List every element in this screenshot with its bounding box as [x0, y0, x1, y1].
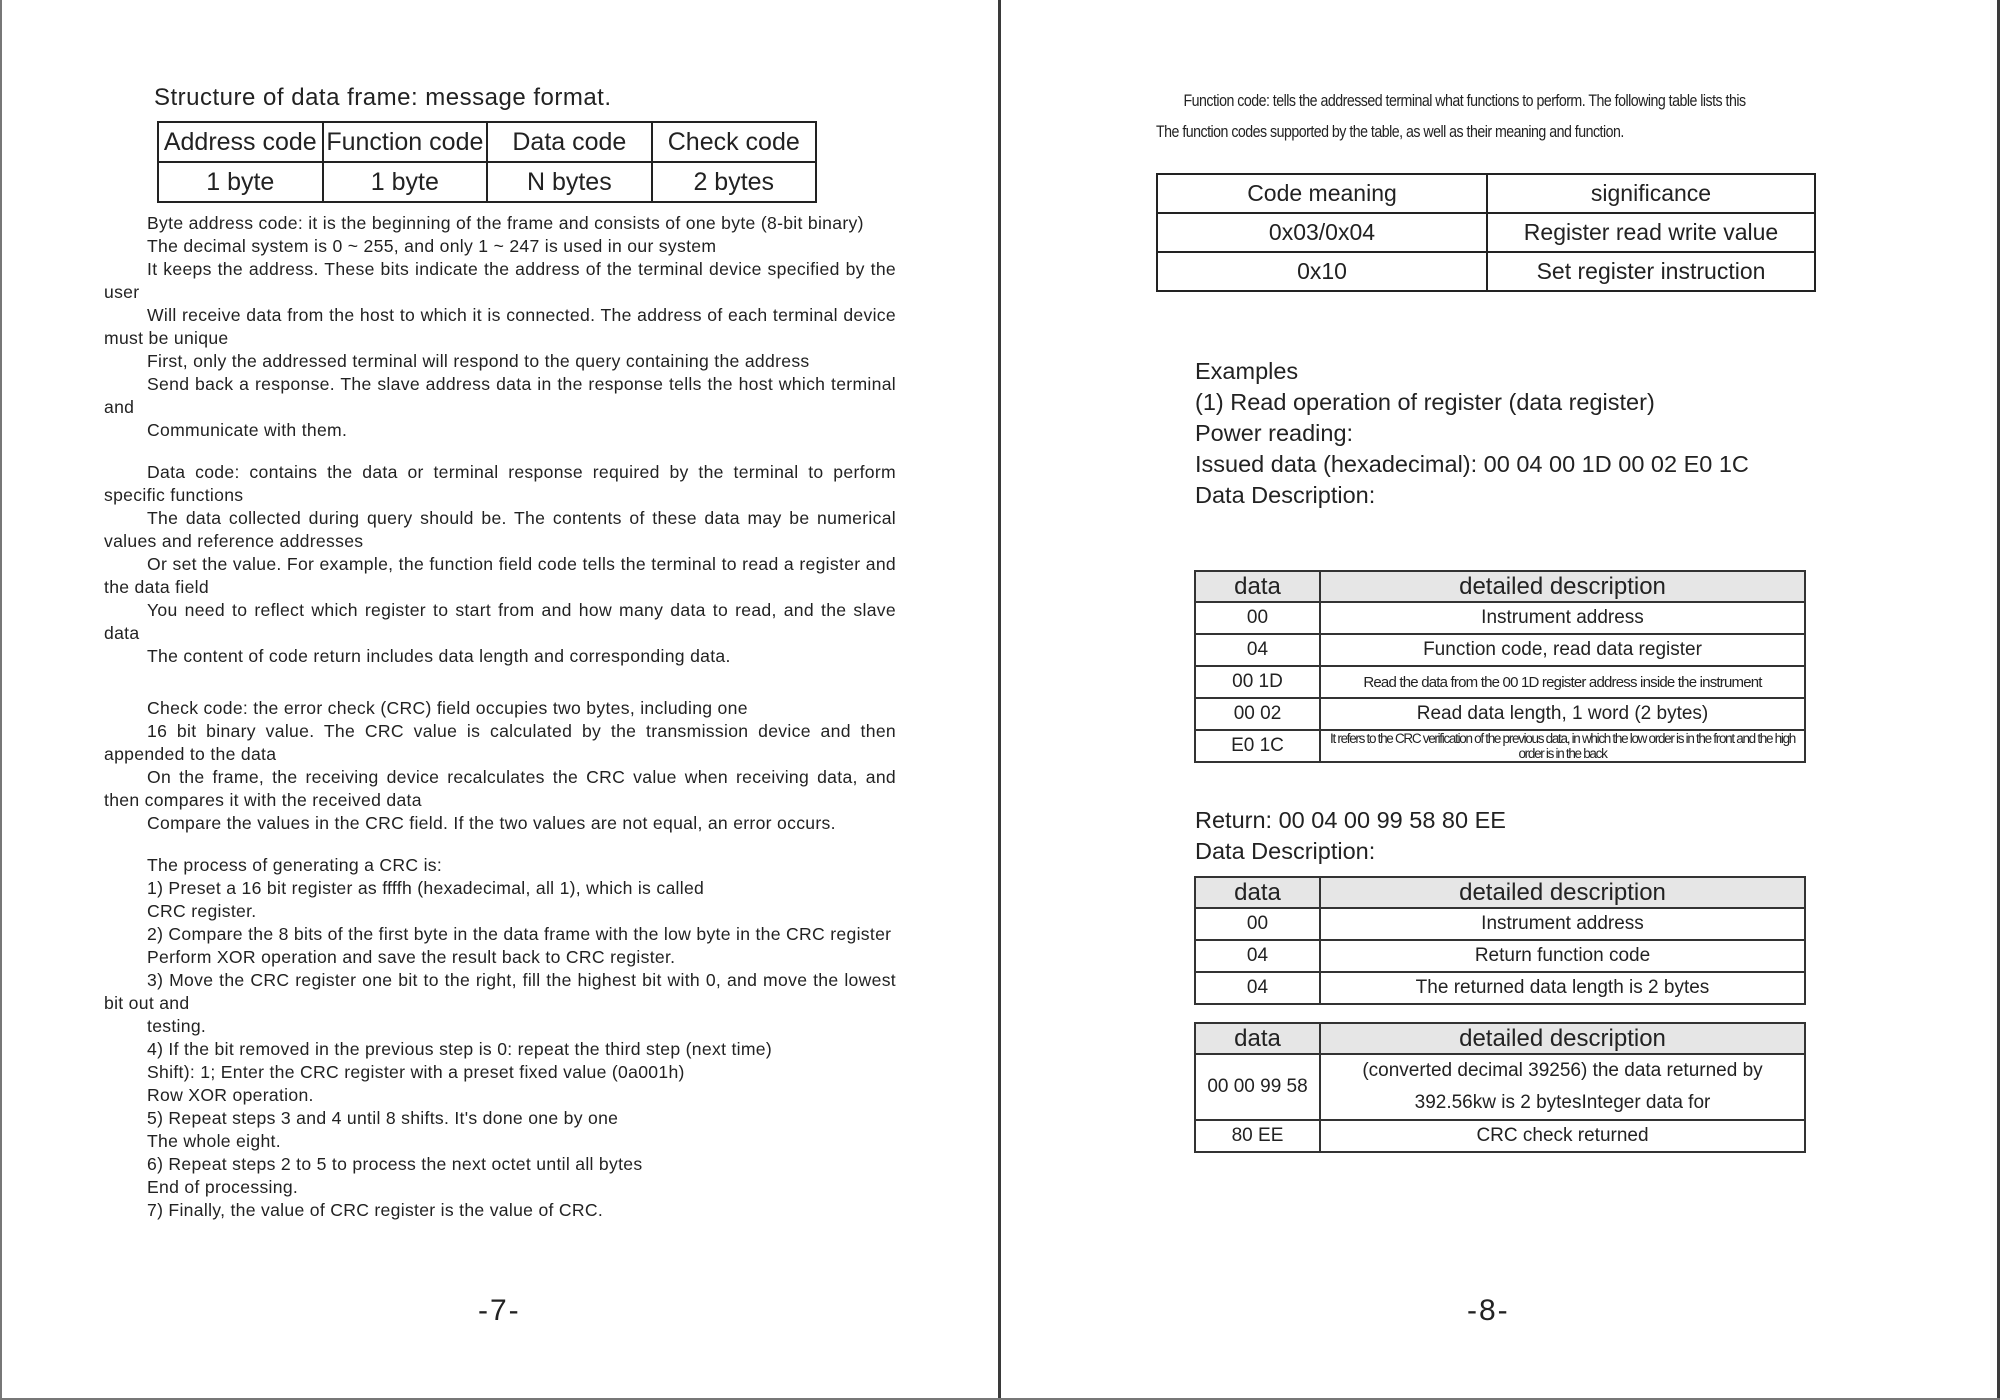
paragraph: The data collected during query should be. The contents of these data may be numerical values and reference addresses — [104, 508, 896, 551]
paragraph: Shift): 1; Enter the CRC register with a preset fixed value (0a001h) — [147, 1062, 685, 1082]
paragraph: Compare the values in the CRC field. If the two values are not equal, an error occurs. — [147, 813, 836, 833]
table-cell: 0x03/0x04 — [1157, 213, 1487, 252]
table-cell: Set register instruction — [1487, 252, 1815, 291]
paragraph: Row XOR operation. — [147, 1085, 314, 1105]
frame-structure-title: Structure of data frame: message format. — [154, 84, 612, 111]
table-cell: 1 byte — [158, 162, 323, 202]
table-header-cell: detailed description — [1320, 571, 1805, 602]
data-description-label: Data Description: — [1195, 482, 1376, 508]
table-header-cell: data — [1195, 571, 1320, 602]
paragraph: 2) Compare the 8 bits of the first byte in the data frame with the low byte in the CRC register — [147, 924, 892, 944]
paragraph: First, only the addressed terminal will respond to the query containing the address — [147, 351, 810, 371]
paragraph: 3) Move the CRC register one bit to the right, fill the highest bit with 0, and move the lowest bit out and — [104, 970, 896, 1013]
table-cell — [1320, 1054, 1805, 1120]
table-header-cell: detailed description — [1320, 877, 1805, 908]
table-cell: N bytes — [487, 162, 651, 202]
paragraph: Or set the value. For example, the function field code tells the terminal to read a register and the data field — [104, 554, 896, 597]
paragraph: 4) If the bit removed in the previous step is 0: repeat the third step (next time) — [147, 1039, 773, 1059]
table-header-cell: Code meaning — [1157, 174, 1487, 213]
issued-data-line: Issued data (hexadecimal): 00 04 00 1D 00 02 E0 1C — [1195, 451, 1749, 477]
return-section — [1195, 805, 1506, 867]
table-cell: 80 EE — [1195, 1120, 1320, 1152]
table-row — [1157, 213, 1815, 252]
page-number: -7- — [478, 1294, 521, 1327]
table-row — [1195, 730, 1805, 762]
table-cell: Return function code — [1320, 940, 1805, 972]
paragraph: 5) Repeat steps 3 and 4 until 8 shifts. It's done one by one — [147, 1108, 619, 1128]
paragraph: Perform XOR operation and save the result back to CRC register. — [147, 947, 676, 967]
table-cell: Read the data from the 00 1D register address inside the instrument — [1320, 666, 1805, 698]
table-row — [1195, 940, 1805, 972]
paragraph: CRC register. — [147, 901, 257, 921]
table-row — [1195, 972, 1805, 1004]
table-cell: Register read write value — [1487, 213, 1815, 252]
power-reading-label: Power reading: — [1195, 420, 1354, 446]
page-number: -8- — [1467, 1294, 1510, 1327]
paragraph: The decimal system is 0 ~ 255, and only 1 ~ 247 is used in our system — [147, 236, 717, 256]
table-cell: 00 — [1195, 908, 1320, 940]
intro-line: Function code: tells the addressed terminal what functions to perform. The following table lists this — [1183, 92, 1746, 110]
paragraph: 16 bit binary value. The CRC value is calculated by the transmission device and then appended to the data — [104, 721, 896, 764]
frame-format-table — [157, 121, 817, 203]
table-cell: 0x10 — [1157, 252, 1487, 291]
table-cell: 00 02 — [1195, 698, 1320, 730]
table-cell: 04 — [1195, 972, 1320, 1004]
table-cell: 2 bytes — [652, 162, 816, 202]
table-cell: Check code — [652, 122, 816, 162]
table-cell: Instrument address — [1320, 602, 1805, 634]
paragraph: testing. — [147, 1016, 207, 1036]
description-line: (converted decimal 39256) the data returned by — [1362, 1060, 1763, 1081]
paragraph: The whole eight. — [147, 1131, 281, 1151]
table-header-cell: data — [1195, 1023, 1320, 1054]
intro-line: The function codes supported by the table, as well as their meaning and function. — [1156, 123, 1624, 141]
paragraph: Communicate with them. — [147, 420, 348, 440]
table-row — [1195, 571, 1805, 602]
paragraph: Byte address code: it is the beginning of the frame and consists of one byte (8-bit binary) — [147, 213, 864, 233]
paragraph: 7) Finally, the value of CRC register is the value of CRC. — [147, 1200, 604, 1220]
function-code-table — [1156, 173, 1816, 292]
table-cell: The returned data length is 2 bytes — [1320, 972, 1805, 1004]
paragraph: Check code: the error check (CRC) field occupies two bytes, including one — [147, 698, 748, 718]
table-cell: It refers to the CRC verification of the previous data, in which the low order is in the front and the high order is in the back — [1320, 730, 1805, 762]
description-line: 392.56kw is 2 bytesInteger data for — [1414, 1092, 1711, 1113]
table-cell: Function code — [323, 122, 488, 162]
function-code-intro — [1156, 86, 1818, 148]
page-8 — [1000, 0, 2000, 1400]
paragraph: The process of generating a CRC is: — [147, 855, 443, 875]
table-row — [1195, 1054, 1805, 1120]
table-row — [1195, 666, 1805, 698]
body-text — [104, 212, 896, 1222]
table-cell: 00 — [1195, 602, 1320, 634]
data-description-label: Data Description: — [1195, 838, 1376, 864]
table-cell: CRC check returned — [1320, 1120, 1805, 1152]
table-row — [1195, 1023, 1805, 1054]
table-cell: Function code, read data register — [1320, 634, 1805, 666]
examples-heading: Examples — [1195, 358, 1299, 384]
request-data-table — [1194, 570, 1806, 763]
table-header-cell: data — [1195, 877, 1320, 908]
table-cell: 1 byte — [323, 162, 488, 202]
table-row — [1195, 634, 1805, 666]
paragraph: 1) Preset a 16 bit register as ffffh (hexadecimal, all 1), which is called — [147, 878, 705, 898]
return-value-table — [1194, 1022, 1806, 1153]
table-row — [1195, 877, 1805, 908]
example-item: (1) Read operation of register (data register) — [1195, 389, 1655, 415]
table-row — [158, 122, 816, 162]
table-cell: 00 1D — [1195, 666, 1320, 698]
table-cell: Instrument address — [1320, 908, 1805, 940]
table-cell: 00 00 99 58 — [1195, 1054, 1320, 1120]
table-row — [1157, 252, 1815, 291]
return-data-table — [1194, 876, 1806, 1005]
table-cell: 04 — [1195, 634, 1320, 666]
paragraph: It keeps the address. These bits indicate the address of the terminal device specified by the user — [104, 259, 896, 302]
table-cell: Address code — [158, 122, 323, 162]
table-header-cell: detailed description — [1320, 1023, 1805, 1054]
examples-section — [1195, 356, 1749, 511]
table-row — [1195, 698, 1805, 730]
paragraph: End of processing. — [147, 1177, 299, 1197]
return-line: Return: 00 04 00 99 58 80 EE — [1195, 807, 1506, 833]
paragraph: Will receive data from the host to which it is connected. The address of each terminal device must be unique — [104, 305, 896, 348]
paragraph: Send back a response. The slave address data in the response tells the host which terminal and — [104, 374, 896, 417]
paragraph: On the frame, the receiving device recalculates the CRC value when receiving data, and then compares it with the received data — [104, 767, 896, 810]
table-row — [1195, 1120, 1805, 1152]
table-header-cell: significance — [1487, 174, 1815, 213]
table-row — [1195, 908, 1805, 940]
table-row — [1157, 174, 1815, 213]
table-row — [1195, 602, 1805, 634]
paragraph: The content of code return includes data length and corresponding data. — [147, 646, 731, 666]
table-cell: Read data length, 1 word (2 bytes) — [1320, 698, 1805, 730]
paragraph: 6) Repeat steps 2 to 5 to process the next octet until all bytes — [147, 1154, 643, 1174]
table-cell: E0 1C — [1195, 730, 1320, 762]
table-cell: Data code — [487, 122, 651, 162]
paragraph: Data code: contains the data or terminal response required by the terminal to perform specific functions — [104, 462, 896, 505]
table-row — [158, 162, 816, 202]
paragraph: You need to reflect which register to start from and how many data to read, and the slave data — [104, 600, 896, 643]
table-cell: 04 — [1195, 940, 1320, 972]
